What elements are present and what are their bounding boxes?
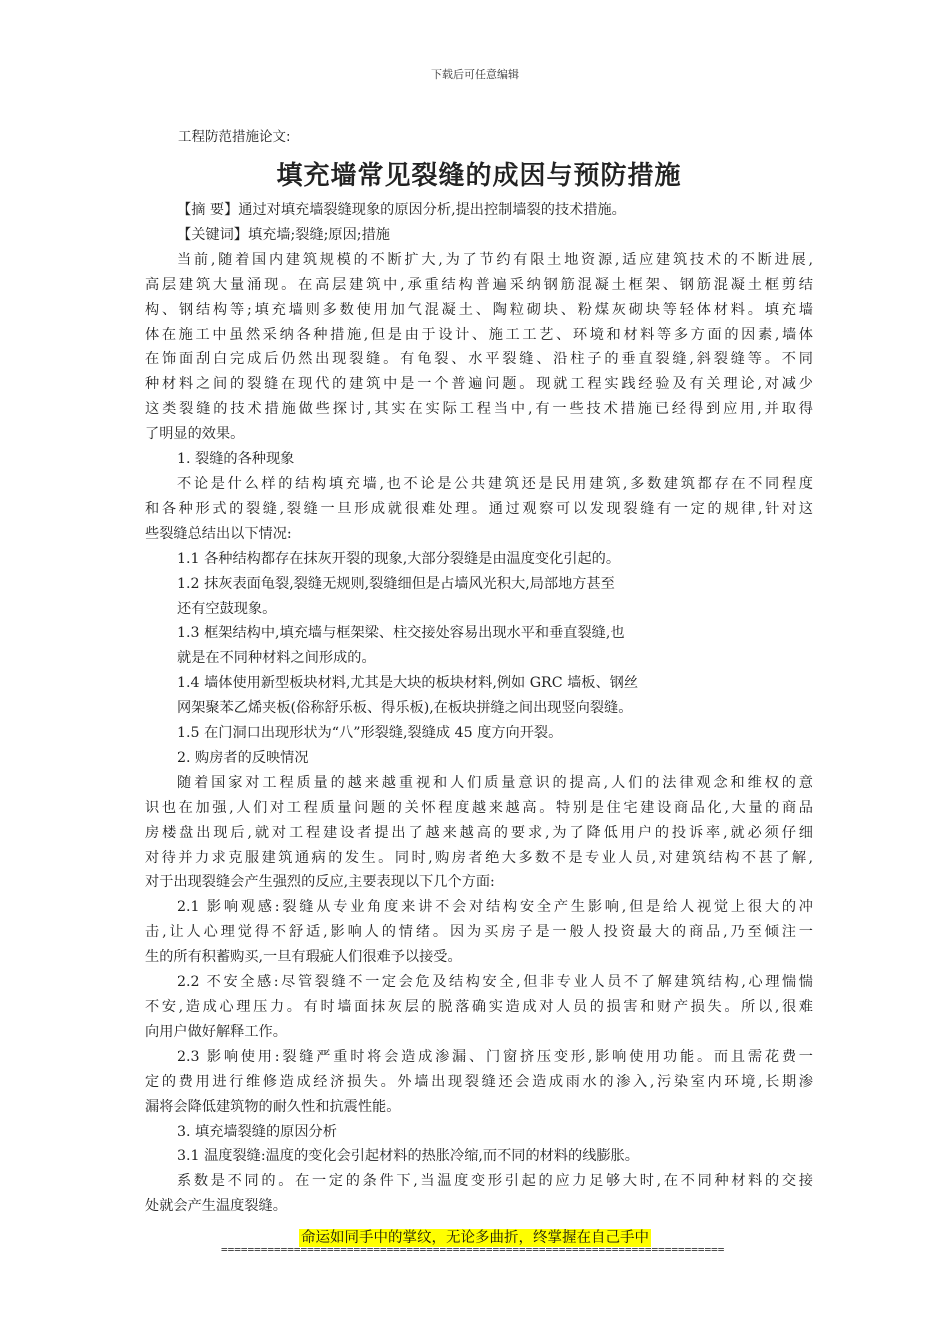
text-line: 体在施工中虽然采纳各种措施,但是由于设计、施工工艺、环境和材料等多方面的因素,墙体: [145, 326, 813, 343]
text-line: 1.2 抹灰表面龟裂,裂缝无规则,裂缝细但是占墙风光积大,局部地方甚至: [177, 575, 615, 592]
text-line: 1.3 框架结构中,填充墙与框架梁、柱交接处容易出现水平和垂直裂缝,也: [177, 625, 625, 642]
text-line: 2.2 不安全感:尽管裂缝不一定会危及结构安全,但非专业人员不了解建筑结构,心理惴惴: [177, 974, 813, 991]
text-line: 不论是什么样的结构填充墙,也不论是公共建筑还是民用建筑,多数建筑都存在不同程度: [177, 475, 813, 492]
footer-motto-text: 命运如同手中的掌纹，无论多曲折，终掌握在自己手中: [301, 1230, 649, 1246]
text-line: 1. 裂缝的各种现象: [177, 451, 295, 468]
text-line: 随着国家对工程质量的越来越重视和人们质量意识的提高,人们的法律观念和维权的意: [177, 774, 813, 791]
text-line: 1.5 在门洞口出现形状为“八”形裂缝,裂缝成 45 度方向开裂。: [177, 725, 563, 742]
text-line: 3. 填充墙裂缝的原因分析: [177, 1123, 337, 1140]
text-line: 构、钢结构等;填充墙则多数使用加气混凝土、陶粒砌块、粉煤灰砌块等轻体材料。填充墙: [145, 301, 813, 318]
text-line: 在饰面刮白完成后仍然出现裂缝。有龟裂、水平裂缝、沿柱子的垂直裂缝,斜裂缝等。不同: [145, 351, 813, 368]
text-line: 了明显的效果。: [145, 426, 245, 443]
text-line: 2.3 影响使用:裂缝严重时将会造成渗漏、门窗挤压变形,影响使用功能。而且需花费一: [177, 1048, 813, 1065]
document-body: [145, 126, 813, 1219]
text-line: 就是在不同种材料之间形成的。: [177, 650, 376, 667]
text-line: 对于出现裂缝会产生强烈的反应,主要表现以下几个方面:: [145, 874, 495, 891]
text-line: 2. 购房者的反映情况: [177, 749, 309, 766]
text-line: 房楼盘出现后,就对工程建设者提出了越来越高的要求,为了降低用户的投诉率,就必须仔细: [145, 824, 813, 841]
text-line: 【摘 要】通过对填充墙裂缝现象的原因分析,提出控制墙裂的技术措施。: [177, 202, 626, 218]
text-line: 还有空鼓现象。: [177, 600, 277, 617]
text-line: 高层建筑大量涌现。在高层建筑中,承重结构普遍采纳钢筋混凝土框架、钢筋混凝土框剪结: [145, 276, 813, 293]
text-line: 对待并力求克服建筑通病的发生。同时,购房者绝大多数不是专业人员,对建筑结构不甚了解,: [145, 849, 813, 866]
text-line: 1.1 各种结构都存在抹灰开裂的现象,大部分裂缝是由温度变化引起的。: [177, 550, 621, 567]
text-line: 网架聚苯乙烯夹板(俗称舒乐板、得乐板),在板块拼缝之间出现竖向裂缝。: [177, 700, 633, 717]
text-line: 系数是不同的。在一定的条件下,当温度变形引起的应力足够大时,在不同种材料的交接: [177, 1173, 813, 1190]
text-line: 不安,造成心理压力。有时墙面抹灰层的脱落确实造成对人员的损害和财产损失。所以,很难: [145, 999, 813, 1015]
text-line: 识也在加强,人们对工程质量问题的关怀程度越来越高。特别是住宅建设商品化,大量的商品: [145, 799, 813, 816]
text-line: 【关键词】填充墙;裂缝;原因;措施: [177, 226, 390, 243]
text-line: 处就会产生温度裂缝。: [145, 1198, 287, 1215]
text-line: 和各种形式的裂缝,裂缝一旦形成就很难处理。通过观察可以发现裂缝有一定的规律,针对这: [145, 500, 813, 517]
body-text: [145, 198, 813, 1219]
text-line: 定的费用进行维修造成经济损失。外墙出现裂缝还会造成雨水的渗入,污染室内环境,长期渗: [145, 1073, 813, 1090]
text-line: 种材料之间的裂缝在现代的建筑中是一个普遍问题。现就工程实践经验及有关理论,对减少: [145, 376, 813, 393]
text-line: 3.1 温度裂缝:温度的变化会引起材料的热胀冷缩,而不同的材料的线膨胀。: [177, 1148, 639, 1165]
text-line: 生的所有积蓄购买,一旦有瑕疵人们很难予以接受。: [145, 949, 462, 966]
text-line: 2.1 影响观感:裂缝从专业角度来讲不会对结构安全产生影响,但是给人视觉上很大的冲: [177, 899, 813, 916]
text-line: 漏将会降低建筑物的耐久性和抗震性能。: [145, 1098, 401, 1115]
footer-rule: ============================================================================: [221, 1243, 725, 1256]
paper-title: 填充墙常见裂缝的成因与预防措施: [276, 161, 682, 191]
text-line: 些裂缝总结出以下情况:: [145, 525, 292, 542]
text-line: 这类裂缝的技术措施做些探讨,其实在实际工程当中,有一些技术措施已经得到应用,并取得: [145, 401, 813, 418]
header-note: 下载后可任意编辑: [431, 68, 519, 81]
text-line: 1.4 墙体使用新型板块材料,尤其是大块的板块材料,例如 GRC 墙板、钢丝: [177, 675, 639, 692]
text-line: 当前,随着国内建筑规模的不断扩大,为了节约有限土地资源,适应建筑技术的不断进展,: [177, 251, 813, 268]
text-line: 击,让人心理觉得不舒适,影响人的情绪。因为买房子是一般人投资最大的商品,乃至倾注一: [145, 924, 813, 941]
text-line: 向用户做好解释工作。: [145, 1023, 287, 1040]
paper-category: 工程防范措施论文:: [178, 129, 291, 145]
